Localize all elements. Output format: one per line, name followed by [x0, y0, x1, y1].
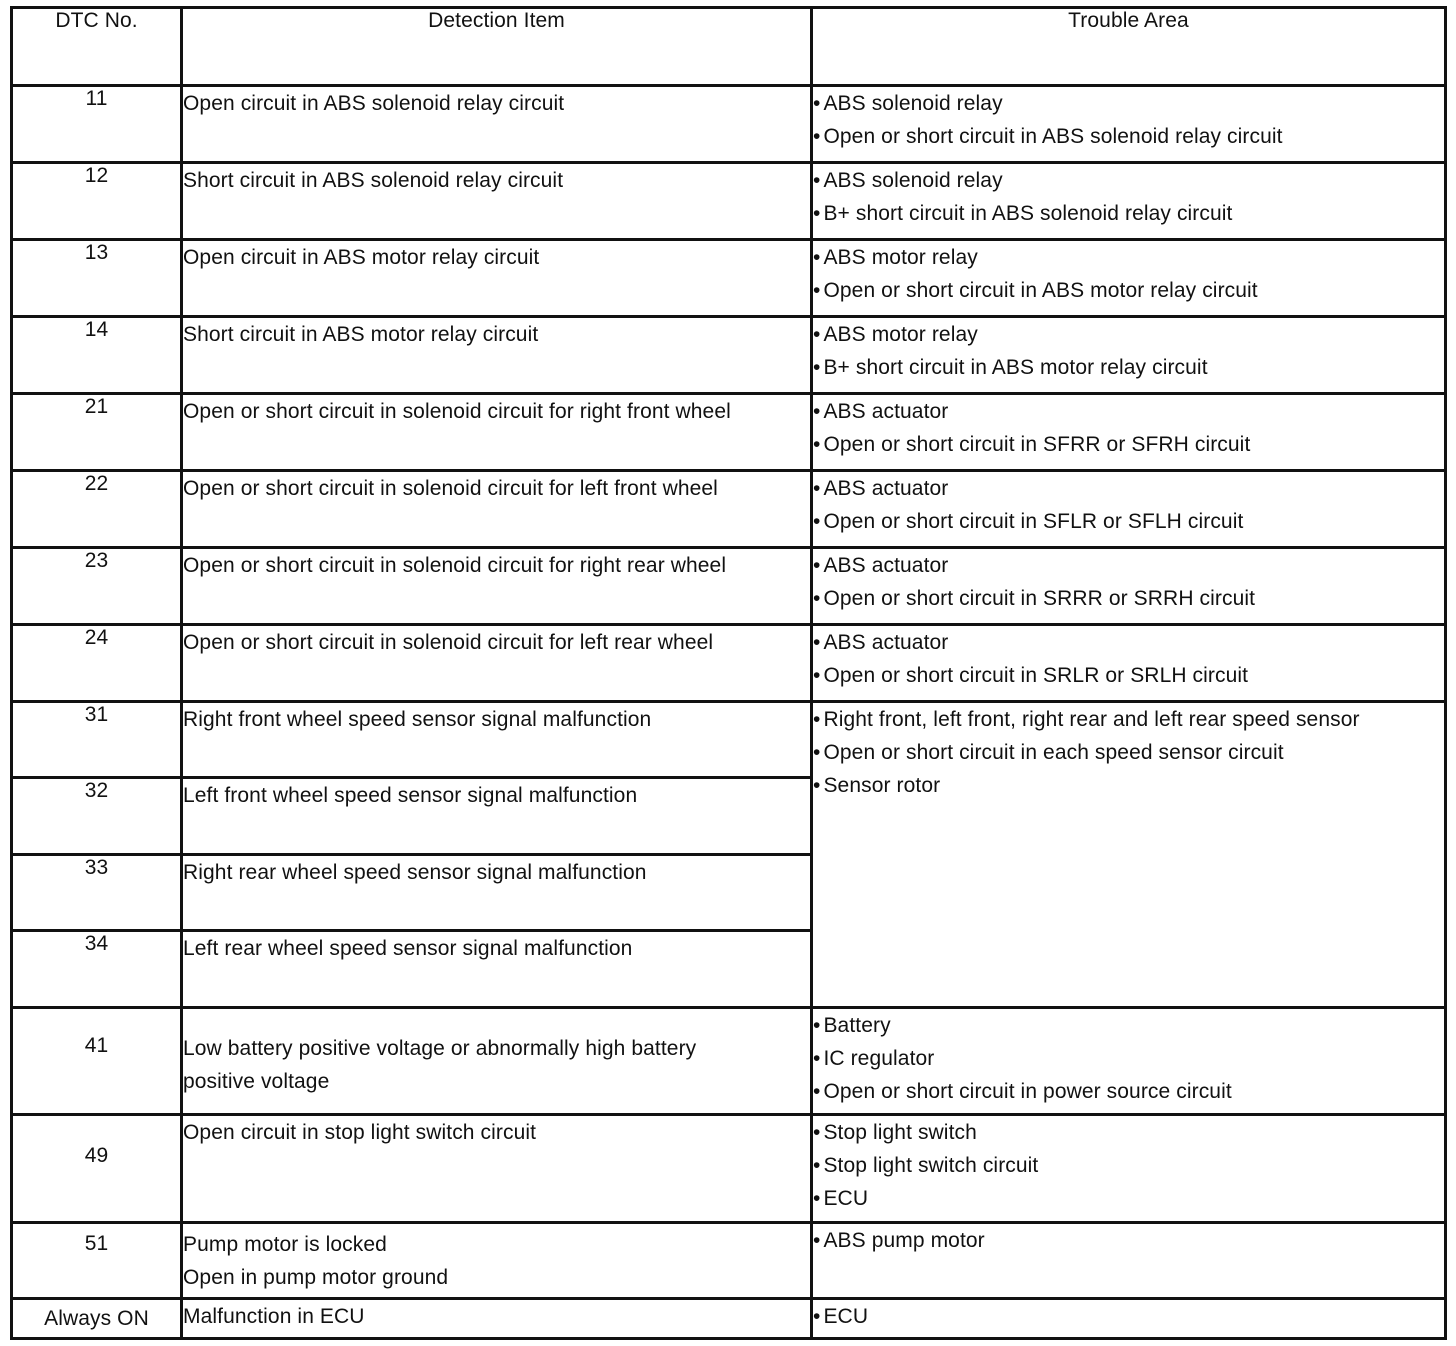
table-row [12, 471, 1446, 548]
table-row [12, 394, 1446, 471]
trouble-item: • Open or short circuit in SFLR or SFLH circuit [813, 505, 1444, 538]
dtc-code: 51 [12, 1223, 182, 1299]
detection-line: Short circuit in ABS solenoid relay circuit [183, 169, 564, 192]
trouble-item: • ABS pump motor [813, 1224, 1444, 1257]
detection-line: Open or short circuit in solenoid circuit for right front wheel [183, 400, 731, 423]
detection-line: Right front wheel speed sensor signal malfunction [183, 708, 652, 731]
dtc-code: 32 [12, 778, 182, 855]
table-row [12, 163, 1446, 240]
table-row [12, 1299, 1446, 1339]
detection-item [182, 240, 812, 317]
detection-item [182, 1008, 812, 1115]
trouble-area [812, 1008, 1446, 1115]
trouble-item: • ABS solenoid relay [813, 87, 1444, 120]
trouble-area [812, 471, 1446, 548]
trouble-item: • ECU [813, 1182, 1444, 1215]
table-row [12, 702, 1446, 778]
detection-item [182, 625, 812, 702]
detection-item [182, 931, 812, 1008]
trouble-area [812, 163, 1446, 240]
trouble-area [812, 1299, 1446, 1339]
trouble-item: • Open or short circuit in SFRR or SFRH circuit [813, 428, 1444, 461]
header-detection-item: Detection Item [182, 8, 812, 86]
detection-line: Right rear wheel speed sensor signal malfunction [183, 861, 647, 884]
trouble-area [812, 1115, 1446, 1223]
trouble-area [812, 86, 1446, 163]
dtc-code: 11 [12, 86, 182, 163]
trouble-item: • Open or short circuit in SRLR or SRLH circuit [813, 659, 1444, 692]
detection-item [182, 317, 812, 394]
table-row [12, 240, 1446, 317]
detection-item [182, 1223, 812, 1299]
dtc-code: 31 [12, 702, 182, 778]
header-trouble-area: Trouble Area [812, 8, 1446, 86]
trouble-area [812, 240, 1446, 317]
detection-line: Low battery positive voltage or abnormally high battery [183, 1037, 697, 1060]
table-row [12, 548, 1446, 625]
dtc-code: 24 [12, 625, 182, 702]
detection-line: positive voltage [183, 1070, 330, 1093]
dtc-code: 14 [12, 317, 182, 394]
trouble-item: • Open or short circuit in power source circuit [813, 1075, 1444, 1108]
header-dtc-no: DTC No. [12, 8, 182, 86]
trouble-item: • Open or short circuit in ABS motor relay circuit [813, 274, 1444, 307]
dtc-code: 23 [12, 548, 182, 625]
detection-item [182, 778, 812, 855]
dtc-code: 34 [12, 931, 182, 1008]
trouble-item: • Stop light switch circuit [813, 1149, 1444, 1182]
trouble-item: • Right front, left front, right rear and left rear speed sensor [813, 703, 1444, 736]
trouble-item: • IC regulator [813, 1042, 1444, 1075]
dtc-code: 49 [12, 1115, 182, 1223]
dtc-code: 12 [12, 163, 182, 240]
trouble-item: • ABS actuator [813, 472, 1444, 505]
table-row [12, 1223, 1446, 1299]
detection-line: Open or short circuit in solenoid circuit for left rear wheel [183, 631, 714, 654]
trouble-item: • ABS actuator [813, 626, 1444, 659]
dtc-code: 22 [12, 471, 182, 548]
detection-item [182, 548, 812, 625]
detection-item [182, 394, 812, 471]
trouble-item: • Battery [813, 1009, 1444, 1042]
detection-item [182, 1299, 812, 1339]
detection-line: Open or short circuit in solenoid circuit for right rear wheel [183, 554, 727, 577]
trouble-item: • ABS solenoid relay [813, 164, 1444, 197]
table-row [12, 317, 1446, 394]
table-row [12, 1115, 1446, 1223]
trouble-area [812, 1223, 1446, 1299]
dtc-code: Always ON [12, 1299, 182, 1339]
dtc-code: 41 [12, 1008, 182, 1115]
trouble-item: • Open or short circuit in SRRR or SRRH circuit [813, 582, 1444, 615]
trouble-item: • ECU [813, 1300, 1444, 1333]
detection-line: Open circuit in ABS solenoid relay circuit [183, 92, 565, 115]
dtc-code: 33 [12, 855, 182, 931]
table-row [12, 86, 1446, 163]
trouble-area [812, 625, 1446, 702]
trouble-item: • Open or short circuit in each speed sensor circuit [813, 736, 1444, 769]
detection-line: Left rear wheel speed sensor signal malfunction [183, 937, 633, 960]
table-row [12, 1008, 1446, 1115]
header-row [12, 8, 1446, 86]
detection-line: Pump motor is locked [183, 1233, 387, 1256]
table-row [12, 625, 1446, 702]
trouble-area [812, 317, 1446, 394]
detection-item [182, 855, 812, 931]
trouble-item: • Sensor rotor [813, 769, 1444, 802]
trouble-area-speed-sensors [812, 702, 1446, 1008]
detection-line: Open circuit in ABS motor relay circuit [183, 246, 540, 269]
dtc-table [10, 6, 1447, 1340]
detection-line: Open circuit in stop light switch circuit [183, 1121, 537, 1144]
trouble-item: • ABS actuator [813, 395, 1444, 428]
trouble-item: • B+ short circuit in ABS motor relay circuit [813, 351, 1444, 384]
detection-line: Open in pump motor ground [183, 1266, 449, 1289]
trouble-item: • ABS motor relay [813, 241, 1444, 274]
detection-item [182, 86, 812, 163]
detection-line: Open or short circuit in solenoid circuit for left front wheel [183, 477, 718, 500]
dtc-code: 21 [12, 394, 182, 471]
detection-line: Malfunction in ECU [183, 1305, 365, 1328]
trouble-item: • ABS motor relay [813, 318, 1444, 351]
detection-item [182, 163, 812, 240]
trouble-area [812, 548, 1446, 625]
trouble-item: • B+ short circuit in ABS solenoid relay circuit [813, 197, 1444, 230]
detection-line: Left front wheel speed sensor signal malfunction [183, 784, 638, 807]
trouble-item: • Stop light switch [813, 1116, 1444, 1149]
trouble-item: • Open or short circuit in ABS solenoid relay circuit [813, 120, 1444, 153]
trouble-area [812, 394, 1446, 471]
detection-item [182, 1115, 812, 1223]
dtc-code: 13 [12, 240, 182, 317]
detection-item [182, 471, 812, 548]
detection-line: Short circuit in ABS motor relay circuit [183, 323, 539, 346]
detection-item [182, 702, 812, 778]
trouble-item: • ABS actuator [813, 549, 1444, 582]
